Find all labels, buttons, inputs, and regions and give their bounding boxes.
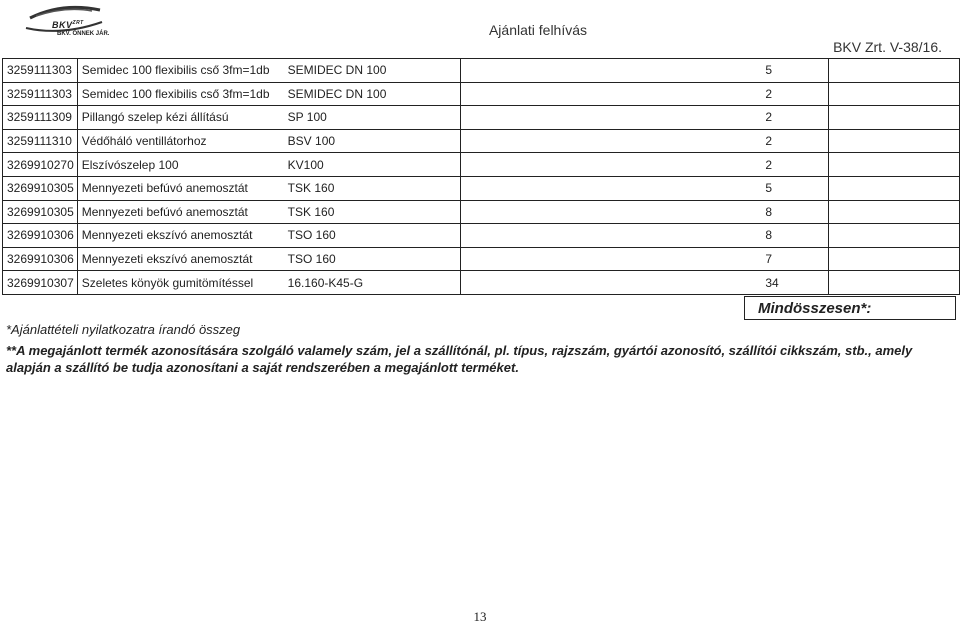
cell-type: TSO 160 xyxy=(284,247,461,271)
cell-code: 3269910305 xyxy=(3,200,78,224)
table-row xyxy=(3,271,960,295)
cell-code: 3269910270 xyxy=(3,153,78,177)
cell-type: KV100 xyxy=(284,153,461,177)
cell-code: 3269910305 xyxy=(3,176,78,200)
cell-code: 3269910306 xyxy=(3,247,78,271)
cell-blank xyxy=(461,200,762,224)
table-row xyxy=(3,59,960,83)
cell-price xyxy=(828,247,959,271)
cell-name: Mennyezeti befúvó anemosztát xyxy=(77,176,283,200)
cell-blank xyxy=(461,176,762,200)
cell-type: 16.160-K45-G xyxy=(284,271,461,295)
cell-quantity: 8 xyxy=(761,200,828,224)
cell-type: TSO 160 xyxy=(284,224,461,248)
footnote-identifier: **A megajánlott termék azonosítására szolgáló valamely szám, jel a szállítónál, pl. típus, rajzszám, gyártói azonosító, szállítói cikkszám, stb., amely alapján a szállító be tudja azonosítani a saját rendszerében a megajánlott terméket. xyxy=(6,343,913,375)
page-number: 13 xyxy=(473,609,487,624)
cell-code: 3259111303 xyxy=(3,59,78,83)
table-row xyxy=(3,106,960,130)
cell-blank xyxy=(461,153,762,177)
total-label: Mindösszesen*: xyxy=(758,300,872,317)
cell-type: SP 100 xyxy=(284,106,461,130)
cell-blank xyxy=(461,106,762,130)
cell-quantity: 2 xyxy=(761,129,828,153)
cell-price xyxy=(828,106,959,130)
cell-blank xyxy=(461,129,762,153)
table-row xyxy=(3,82,960,106)
cell-quantity: 34 xyxy=(761,271,828,295)
cell-quantity: 7 xyxy=(761,247,828,271)
cell-name: Védőháló ventillátorhoz xyxy=(77,129,283,153)
cell-type: BSV 100 xyxy=(284,129,461,153)
cell-name: Semidec 100 flexibilis cső 3fm=1db xyxy=(77,82,283,106)
table-row xyxy=(3,200,960,224)
cell-price xyxy=(828,59,959,83)
cell-blank xyxy=(461,82,762,106)
cell-name: Mennyezeti ekszívó anemosztát xyxy=(77,224,283,248)
cell-name: Mennyezeti befúvó anemosztát xyxy=(77,200,283,224)
cell-name: Semidec 100 flexibilis cső 3fm=1db xyxy=(77,59,283,83)
cell-quantity: 8 xyxy=(761,224,828,248)
cell-name: Elszívószelep 100 xyxy=(77,153,283,177)
logo-tagline: BKV. ÖNNEK JÁR. xyxy=(57,31,110,37)
document-reference: BKV Zrt. V-38/16. xyxy=(833,39,942,55)
cell-quantity: 2 xyxy=(761,106,828,130)
cell-price xyxy=(828,153,959,177)
cell-code: 3269910306 xyxy=(3,224,78,248)
items-table-body xyxy=(3,59,960,295)
document-title: Ajánlati felhívás xyxy=(488,22,588,38)
table-row xyxy=(3,224,960,248)
table-row xyxy=(3,153,960,177)
cell-price xyxy=(828,271,959,295)
cell-name: Pillangó szelep kézi állítású xyxy=(77,106,283,130)
cell-quantity: 5 xyxy=(761,59,828,83)
cell-type: SEMIDEC DN 100 xyxy=(284,59,461,83)
cell-price xyxy=(828,224,959,248)
cell-code: 3259111303 xyxy=(3,82,78,106)
cell-price xyxy=(828,82,959,106)
cell-blank xyxy=(461,59,762,83)
cell-code: 3259111310 xyxy=(3,129,78,153)
cell-name: Mennyezeti ekszívó anemosztát xyxy=(77,247,283,271)
cell-blank xyxy=(461,247,762,271)
cell-quantity: 2 xyxy=(761,153,828,177)
table-row xyxy=(3,129,960,153)
cell-type: TSK 160 xyxy=(284,200,461,224)
cell-price xyxy=(828,176,959,200)
cell-price xyxy=(828,129,959,153)
cell-blank xyxy=(461,224,762,248)
cell-type: SEMIDEC DN 100 xyxy=(284,82,461,106)
cell-quantity: 5 xyxy=(761,176,828,200)
cell-type: TSK 160 xyxy=(284,176,461,200)
cell-price xyxy=(828,200,959,224)
cell-name: Szeletes könyök gumitömítéssel xyxy=(77,271,283,295)
table-row xyxy=(3,247,960,271)
cell-code: 3269910307 xyxy=(3,271,78,295)
cell-blank xyxy=(461,271,762,295)
table-row xyxy=(3,176,960,200)
cell-quantity: 2 xyxy=(761,82,828,106)
items-table xyxy=(2,58,960,295)
footnote-price: *Ajánlattételi nyilatkozatra írandó összeg xyxy=(6,322,241,337)
logo-wordmark: $BKV^{ZRT}$ xyxy=(52,20,84,30)
cell-code: 3259111309 xyxy=(3,106,78,130)
